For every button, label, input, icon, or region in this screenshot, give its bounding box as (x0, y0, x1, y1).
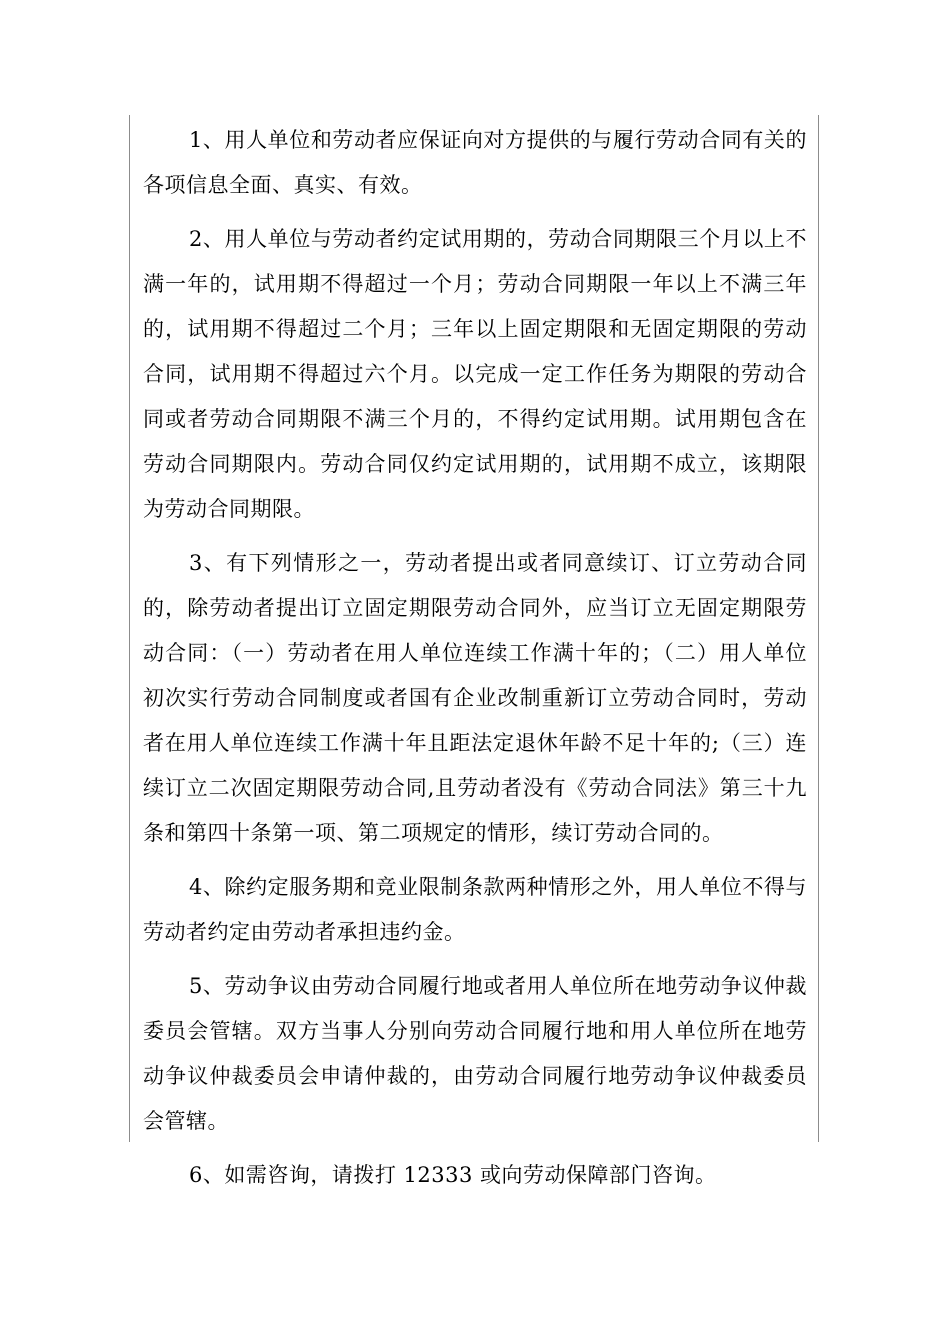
note-paragraph-6: 6、如需咨询，请拨打 12333 或向劳动保障部门咨询。 (189, 1163, 717, 1187)
note-paragraph-4: 4、除约定服务期和竞业限制条款两种情形之外，用人单位不得与劳动者约定由劳动者承担违约金。 (143, 875, 807, 944)
table-border-left (129, 115, 130, 1142)
note-paragraph-5: 5、劳动争议由劳动合同履行地或者用人单位所在地劳动争议仲裁委员会管辖。双方当事人分别向劳动合同履行地和用人单位所在地劳动争议仲裁委员会申请仲裁的，由劳动合同履行地劳动争议仲裁委员会管辖。 (143, 974, 807, 1133)
note-paragraph-1: 1、用人单位和劳动者应保证向对方提供的与履行劳动合同有关的各项信息全面、真实、有效。 (143, 128, 807, 197)
note-paragraph-2: 2、用人单位与劳动者约定试用期的，劳动合同期限三个月以上不满一年的，试用期不得超过一个月；劳动合同期限一年以上不满三年的，试用期不得超过二个月；三年以上固定期限和无固定期限的劳动合同，试用期不得超过六个月。以完成一定工作任务为期限的劳动合同或者劳动合同期限不满三个月的，不得约定试用期。试用期包含在劳动合同期限内。劳动合同仅约定试用期的，试用期不成立，该期限为劳动合同期限。 (143, 227, 807, 521)
note-paragraph-3: 3、有下列情形之一，劳动者提出或者同意续订、订立劳动合同的，除劳动者提出订立固定期限劳动合同外，应当订立无固定期限劳动合同：（一）劳动者在用人单位连续工作满十年的；（二）用人单位初次实行劳动合同制度或者国有企业改制重新订立劳动合同时，劳动者在用人单位连续工作满十年且距法定退休年龄不足十年的;（三）连续订立二次固定期限劳动合同,且劳动者没有《劳动合同法》第三十九条和第四十条第一项、第二项规定的情形，续订劳动合同的。 (143, 551, 807, 845)
notes-content (143, 118, 807, 1207)
table-border-right (818, 115, 819, 1142)
